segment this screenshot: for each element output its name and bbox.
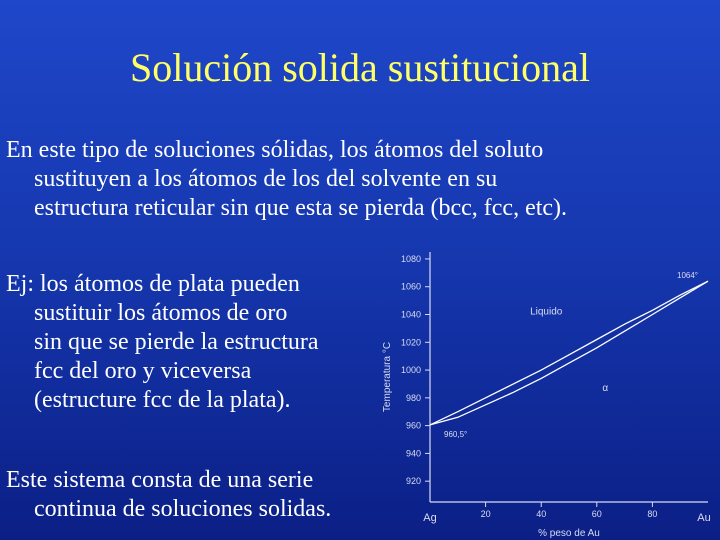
phase-diagram-svg xyxy=(378,244,720,540)
liquid-region-label: Liquido xyxy=(530,306,563,318)
paragraph-definition xyxy=(6,136,567,223)
text-line: Este sistema consta de una serie xyxy=(6,467,314,493)
text-line: continua de soluciones solidas. xyxy=(34,496,332,522)
x-axis-title: % peso de Au xyxy=(538,528,600,539)
y-tick-label: 1060 xyxy=(400,281,421,292)
y-tick-label: 1080 xyxy=(400,253,421,264)
paragraph-conclusion xyxy=(6,466,331,524)
y-tick-label: 1020 xyxy=(400,337,421,348)
text-line: fcc del oro y viceversa xyxy=(34,358,252,384)
liquidus-curve xyxy=(430,281,708,425)
start-temperature-annotation: 960,5° xyxy=(444,429,468,439)
x-start-label: Ag xyxy=(423,512,437,524)
end-temperature-annotation: 1064° xyxy=(677,271,698,281)
y-tick-label: 1000 xyxy=(400,365,421,376)
text-line: sin que se pierde la estructura xyxy=(34,329,319,355)
text-line: Ej: los átomos de plata pueden xyxy=(6,271,300,297)
x-tick-label: 60 xyxy=(591,509,602,519)
y-tick-label: 1040 xyxy=(400,309,421,320)
text-line: (estructure fcc de la plata). xyxy=(34,387,291,413)
text-line: sustituir los átomos de oro xyxy=(34,300,288,326)
y-tick-label: 980 xyxy=(405,392,421,403)
x-tick-label: 40 xyxy=(536,509,547,519)
y-tick-label: 960 xyxy=(405,420,421,431)
x-end-label: Au xyxy=(697,512,711,524)
paragraph-example xyxy=(6,270,319,415)
x-tick-label: 80 xyxy=(647,509,658,519)
text-line: sustituyen a los átomos de los del solvente en su xyxy=(34,166,498,192)
x-tick-label: 20 xyxy=(480,509,491,519)
y-tick-label: 920 xyxy=(405,476,421,487)
text-line: estructura reticular sin que esta se pierda (bcc, fcc, etc). xyxy=(34,195,568,221)
phase-diagram-chart xyxy=(378,244,720,540)
text-line: En este tipo de soluciones sólidas, los átomos del soluto xyxy=(6,137,544,163)
solid-region-label: α xyxy=(602,382,609,394)
slide-title: Solución solida sustitucional xyxy=(130,45,590,90)
y-tick-label: 940 xyxy=(405,448,421,459)
y-axis-title: Temperatura °C xyxy=(382,341,393,413)
